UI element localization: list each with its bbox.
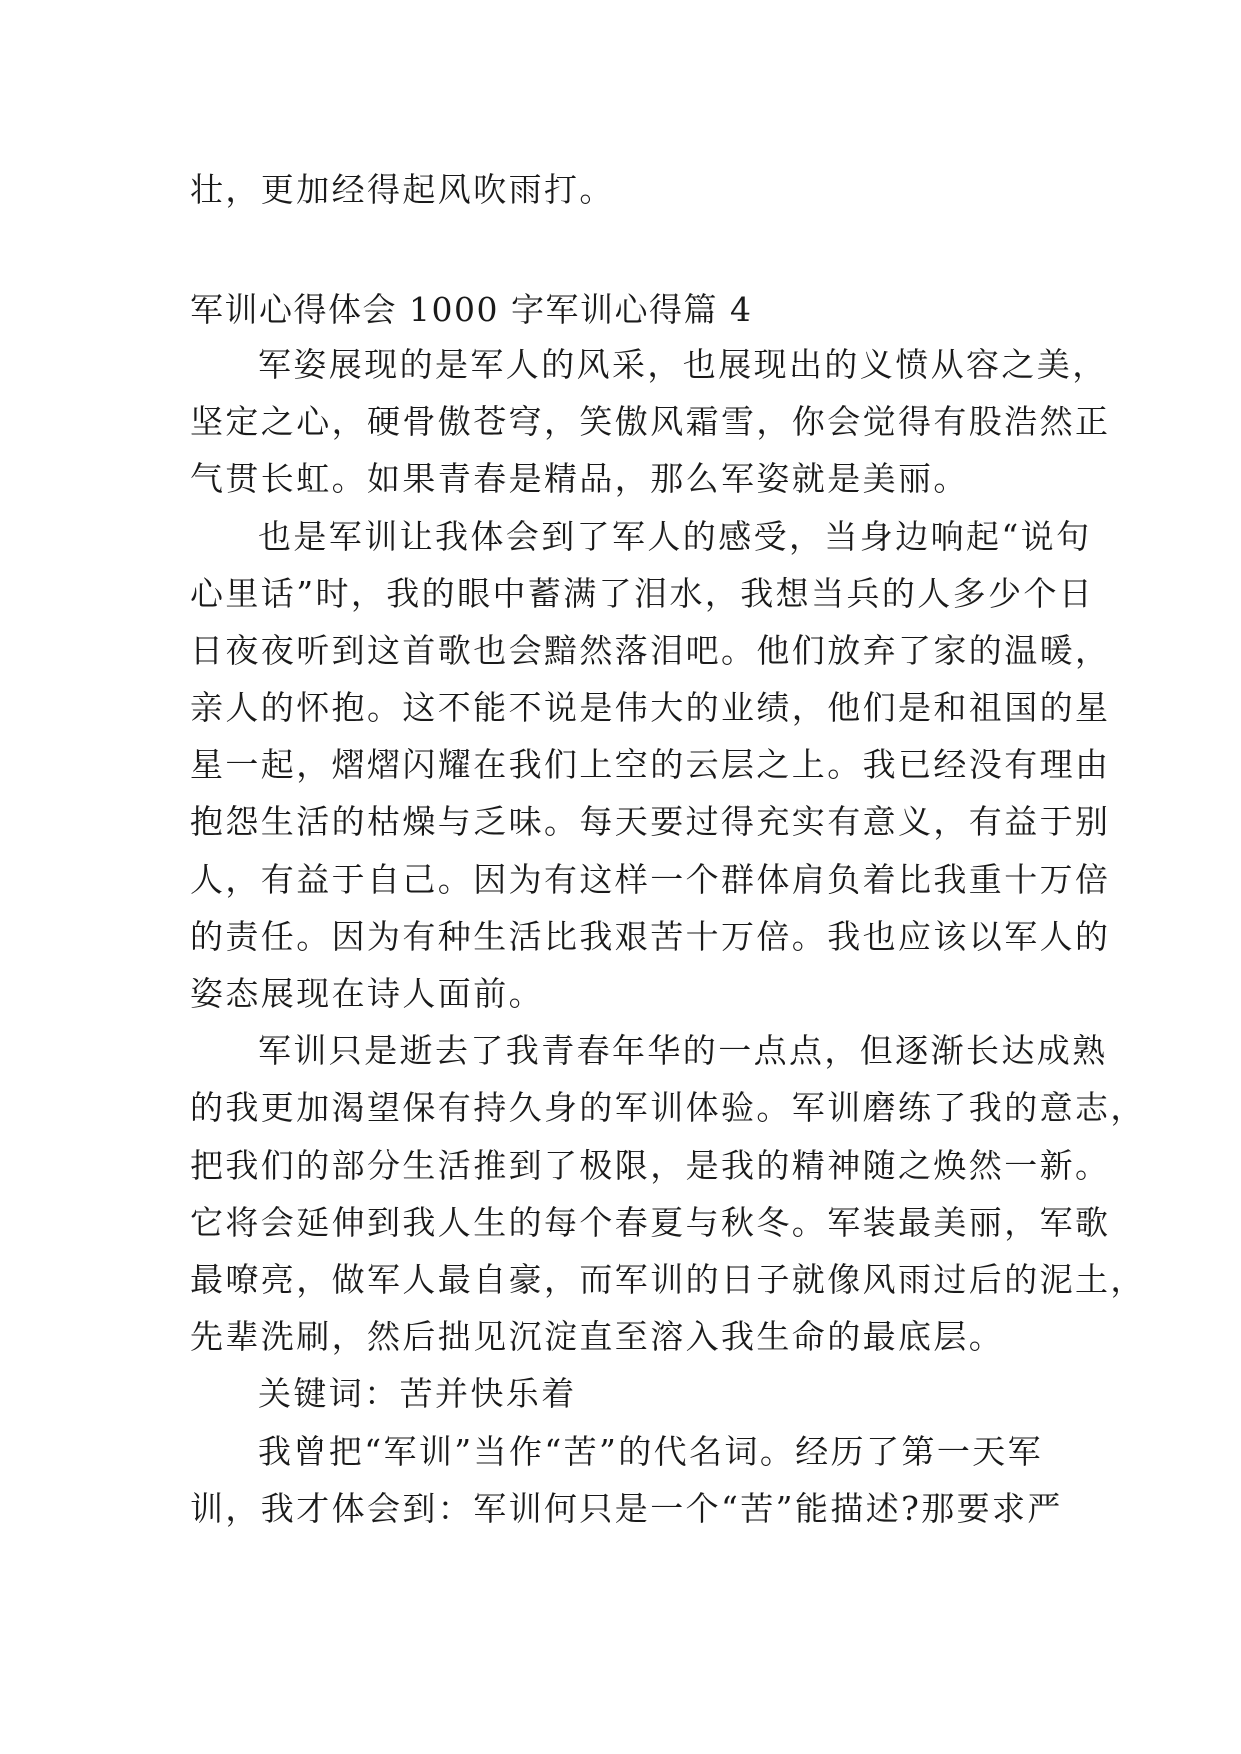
paragraph-line: 军训只是逝去了我青春年华的一点点，但逐渐长达成熟 <box>258 1031 1108 1070</box>
paragraph-line: 人，有益于自己。因为有这样一个群体肩负着比我重十万倍 <box>190 860 1111 899</box>
paragraph-line: 它将会延伸到我人生的每个春夏与秋冬。军装最美丽，军歌 <box>190 1203 1111 1242</box>
text-line: 壮，更加经得起风吹雨打。 <box>190 170 615 209</box>
paragraph-line: 的责任。因为有种生活比我艰苦十万倍。我也应该以军人的 <box>190 917 1111 956</box>
paragraph-line: 我曾把“军训”当作“苦”的代名词。经历了第一天军 <box>258 1432 1044 1471</box>
paragraph-line: 心里话”时，我的眼中蓄满了泪水，我想当兵的人多少个日 <box>190 574 1095 613</box>
paragraph-line: 训，我才体会到：军训何只是一个“苦”能描述?那要求严 <box>190 1489 1063 1528</box>
paragraph-line: 的我更加渴望保有持久身的军训体验。军训磨练了我的意志， <box>190 1088 1146 1127</box>
paragraph-line: 也是军训让我体会到了军人的感受，当身边响起“说句 <box>258 517 1092 556</box>
section-heading: 军训心得体会 1000 字军训心得篇 4 <box>190 290 753 329</box>
paragraph-line: 最嘹亮，做军人最自豪，而军训的日子就像风雨过后的泥土， <box>190 1260 1146 1299</box>
paragraph-line: 气贯长虹。如果青春是精品，那么军姿就是美丽。 <box>190 459 969 498</box>
paragraph-line: 姿态展现在诗人面前。 <box>190 974 544 1013</box>
paragraph-line: 坚定之心，硬骨傲苍穹，笑傲风霜雪，你会觉得有股浩然正 <box>190 402 1111 441</box>
paragraph-line: 星一起，熠熠闪耀在我们上空的云层之上。我已经没有理由 <box>190 745 1111 784</box>
keyword-line: 关键词：苦并快乐着 <box>258 1374 577 1413</box>
paragraph-line: 军姿展现的是军人的风采，也展现出的义愤从容之美， <box>258 345 1108 384</box>
paragraph-line: 把我们的部分生活推到了极限，是我的精神随之焕然一新。 <box>190 1146 1111 1185</box>
paragraph-line: 亲人的怀抱。这不能不说是伟大的业绩，他们是和祖国的星 <box>190 688 1111 727</box>
paragraph-line: 先辈洗刷，然后拙见沉淀直至溶入我生命的最底层。 <box>190 1317 1005 1356</box>
paragraph-line: 抱怨生活的枯燥与乏味。每天要过得充实有意义，有益于别 <box>190 802 1111 841</box>
paragraph-line: 日夜夜听到这首歌也会黯然落泪吧。他们放弃了家的温暖， <box>190 631 1111 670</box>
